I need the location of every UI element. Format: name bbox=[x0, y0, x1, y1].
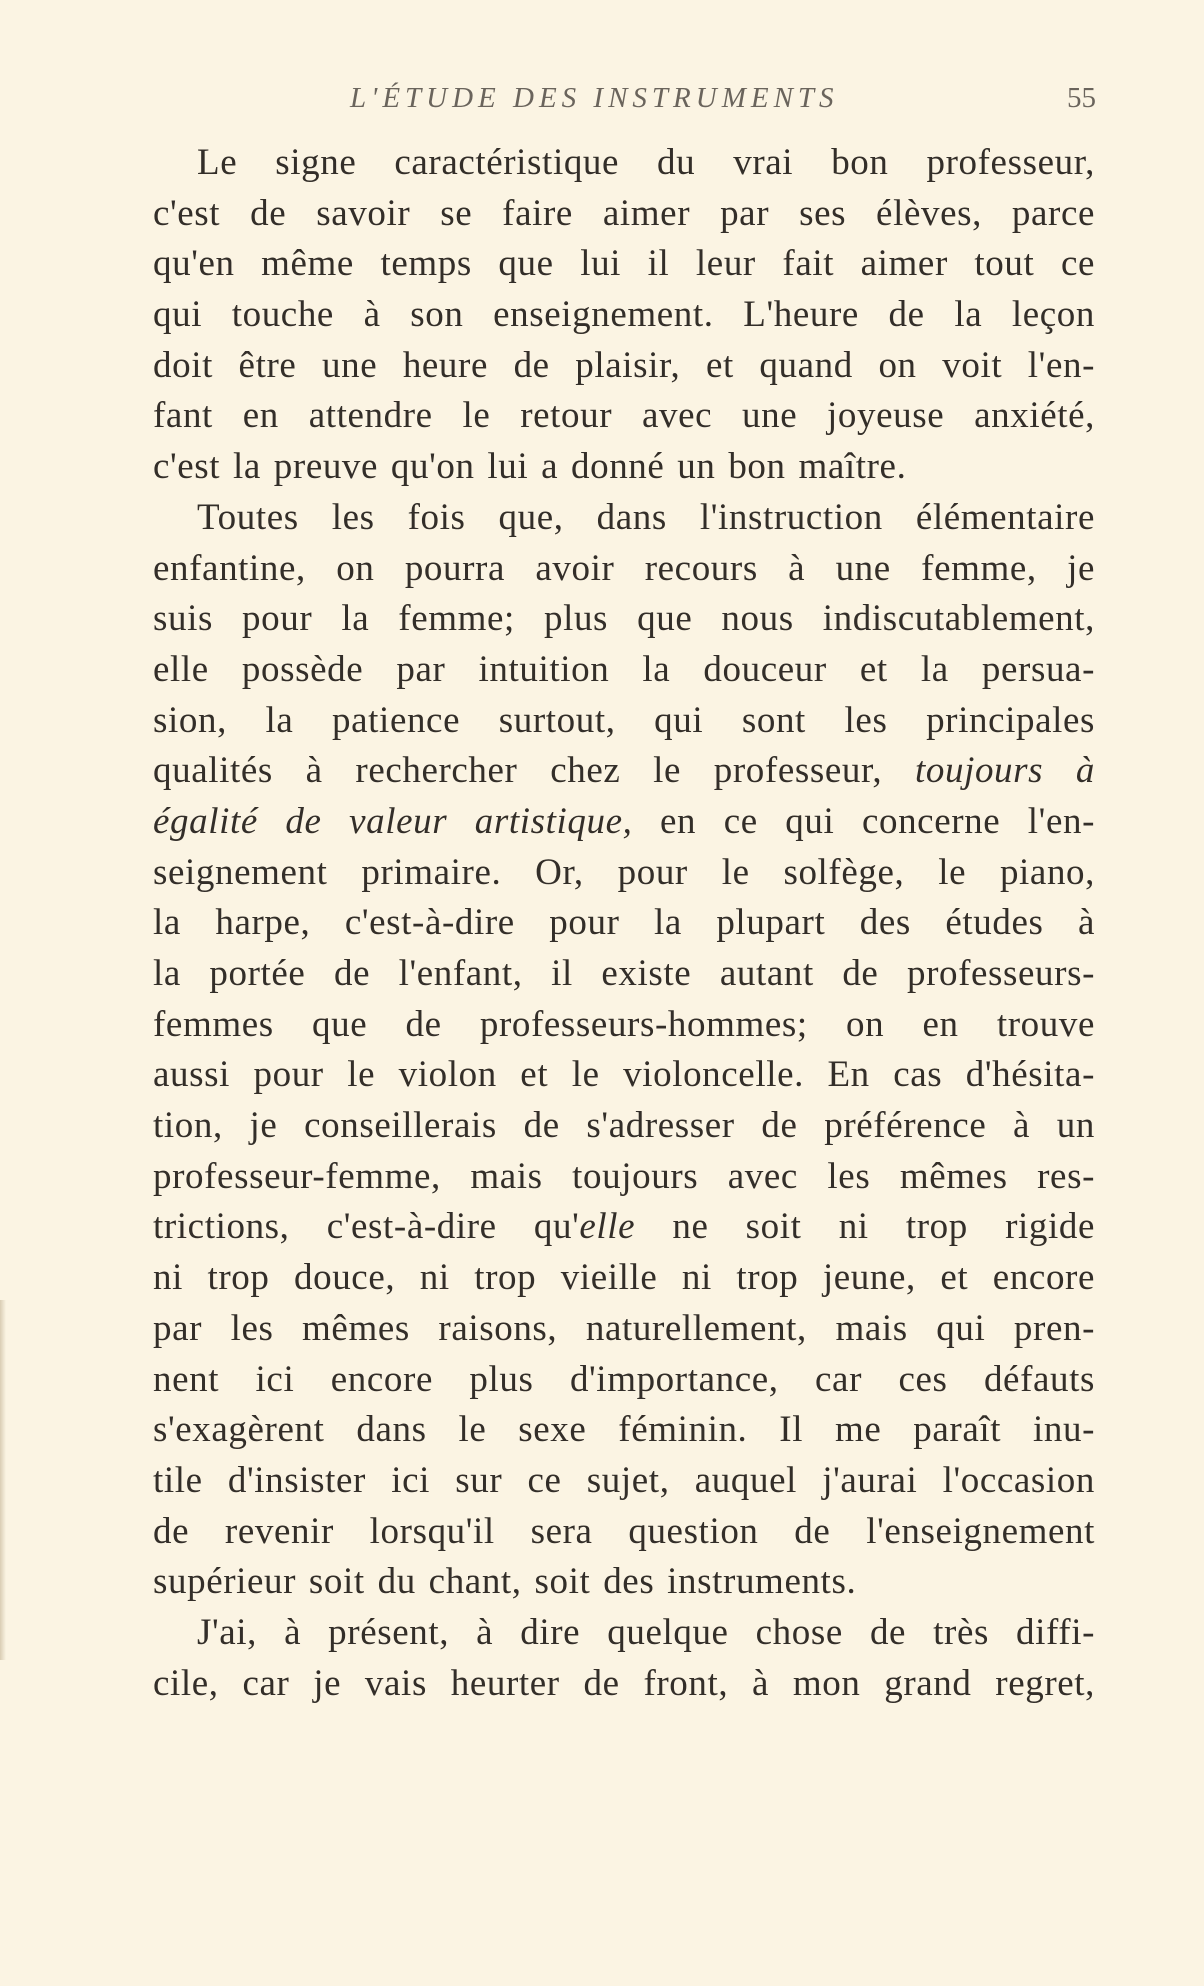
text-line: tion, je conseillerais de s'adresser de préférence à un bbox=[153, 1105, 1095, 1147]
text-line: cile, car je vais heurter de front, à mon grand regret, bbox=[153, 1662, 1095, 1704]
text-line: femmes que de professeurs-hommes; on en trouve bbox=[153, 1003, 1095, 1045]
text-line: nent ici encore plus d'importance, car ces défauts bbox=[153, 1358, 1095, 1400]
body-text bbox=[153, 138, 1095, 1709]
text-line: professeur-femme, mais toujours avec les mêmes res- bbox=[153, 1155, 1095, 1197]
running-title: L'ÉTUDE DES INSTRUMENTS bbox=[350, 82, 839, 114]
text-line: Toutes les fois que, dans l'instruction élémentaire bbox=[197, 496, 1095, 538]
paragraph bbox=[153, 138, 1095, 493]
text-line: fant en attendre le retour avec une joyeuse anxiété, bbox=[153, 395, 1095, 437]
text-run: trictions, c'est-à-dire qu' bbox=[153, 1206, 580, 1248]
text-run: qualités à rechercher chez le professeur, bbox=[153, 750, 915, 792]
text-line: tile d'insister ici sur ce sujet, auquel j'aurai l'occasion bbox=[153, 1459, 1095, 1501]
italic-text-run: elle bbox=[579, 1206, 636, 1248]
text-line: sion, la patience surtout, qui sont les principales bbox=[153, 699, 1095, 741]
text-line: ni trop douce, ni trop vieille ni trop jeune, et encore bbox=[153, 1257, 1095, 1299]
text-line: c'est la preuve qu'on lui a donné un bon maître. bbox=[153, 446, 907, 488]
text-line bbox=[153, 746, 1095, 797]
text-line: enfantine, on pourra avoir recours à une femme, je bbox=[153, 547, 1095, 589]
page-number: 55 bbox=[1067, 82, 1096, 114]
running-header bbox=[150, 82, 1096, 122]
text-line: c'est de savoir se faire aimer par ses élèves, parce bbox=[153, 192, 1095, 234]
text-line: aussi pour le violon et le violoncelle. En cas d'hésita- bbox=[153, 1054, 1095, 1096]
text-line: par les mêmes raisons, naturellement, mais qui pren- bbox=[153, 1307, 1095, 1349]
text-line: s'exagèrent dans le sexe féminin. Il me paraît inu- bbox=[153, 1409, 1095, 1451]
text-line: doit être une heure de plaisir, et quand on voit l'en- bbox=[153, 344, 1095, 386]
text-line: seignement primaire. Or, pour le solfège, le piano, bbox=[153, 851, 1095, 893]
text-line: J'ai, à présent, à dire quelque chose de très diffi- bbox=[197, 1611, 1095, 1653]
page-edge-shadow bbox=[0, 1300, 6, 1660]
text-line: Le signe caractéristique du vrai bon professeur, bbox=[197, 142, 1095, 183]
text-line: qui touche à son enseignement. L'heure de la leçon bbox=[153, 294, 1095, 336]
text-run: en ce qui concerne l'en- bbox=[632, 800, 1095, 842]
text-line: qu'en même temps que lui il leur fait aimer tout ce bbox=[153, 243, 1095, 285]
text-line bbox=[153, 797, 1095, 848]
text-line: supérieur soit du chant, soit des instruments. bbox=[153, 1561, 857, 1603]
text-line bbox=[153, 1202, 1095, 1253]
paragraph bbox=[153, 493, 1095, 1608]
text-line: la harpe, c'est-à-dire pour la plupart des études à bbox=[153, 902, 1095, 944]
paragraph bbox=[153, 1608, 1095, 1709]
italic-text-run: toujours à bbox=[915, 750, 1096, 792]
italic-text-run: égalité de valeur artistique, bbox=[153, 800, 633, 842]
text-run: ne soit ni trop rigide bbox=[635, 1206, 1095, 1248]
text-line: suis pour la femme; plus que nous indiscutablement, bbox=[153, 598, 1095, 640]
text-line: de revenir lorsqu'il sera question de l'enseignement bbox=[153, 1510, 1095, 1552]
text-line: elle possède par intuition la douceur et la persua- bbox=[153, 648, 1095, 690]
text-line: la portée de l'enfant, il existe autant de professeurs- bbox=[153, 953, 1095, 994]
